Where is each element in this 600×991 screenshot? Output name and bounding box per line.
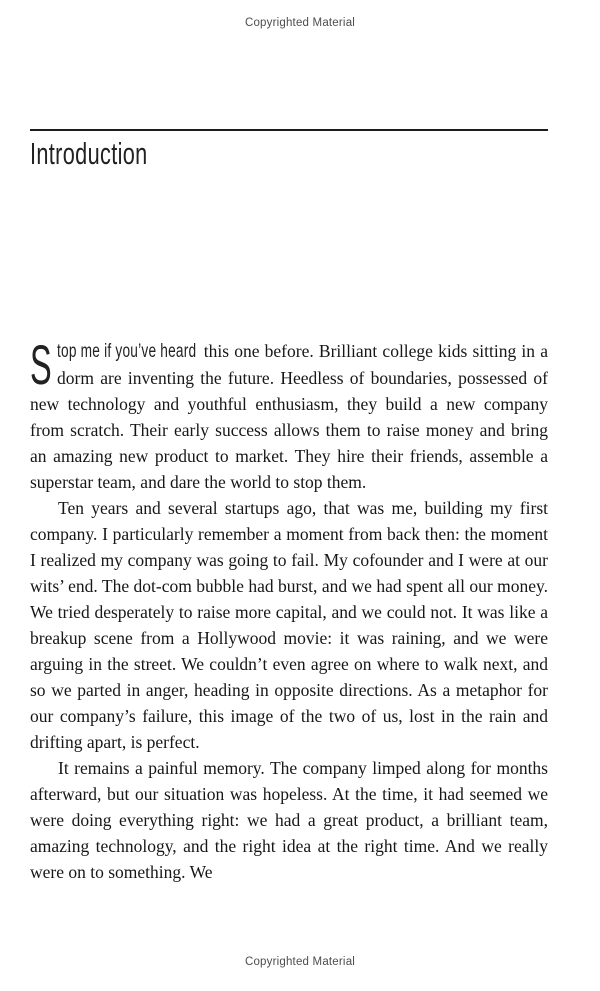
copyright-notice-top: Copyrighted Material <box>244 17 356 29</box>
paragraph-opening <box>30 333 549 495</box>
dropcap-letter: S <box>30 333 52 396</box>
chapter-title: Introduction <box>30 136 148 171</box>
lead-in-phrase: top me if you’ve heard <box>57 341 197 362</box>
paragraph-text: this one before. Brilliant college kids sitting in a dorm are inventing the future. Heedless of boundaries, possessed of new technology and youthful enthusiasm, they build a new company from scratch. Their early success allows them to raise money and bring an amazing new product to market. They hire their friends, assemble a superstar team, and dare the world to stop them. <box>30 341 549 492</box>
page-content <box>30 129 548 885</box>
paragraph: It remains a painful memory. The company limped along for months afterward, but our situation was hopeless. At the time, it had seemed we were doing everything right: we had a great product, a brilliant team, amazing technology, and the right idea at the right time. And we really were on to something. We <box>30 758 548 882</box>
chapter-body <box>30 333 549 885</box>
paragraph: Ten years and several startups ago, that was me, building my first company. I particularly remember a moment from back then: the moment I realized my company was going to fail. My cofounder and I were at our wits’ end. The dot-com bubble had burst, and we had spent all our money. We tried desperately to raise more capital, and we could not. It was like a breakup scene from a Hollywood movie: it was raining, and we were arguing in the street. We couldn’t even agree on where to walk next, and so we parted in anger, heading in opposite directions. As a metaphor for our company’s failure, this image of the two of us, lost in the rain and drifting apart, is perfect. <box>30 498 548 752</box>
copyright-notice-bottom: Copyrighted Material <box>244 956 356 968</box>
chapter-title-rule <box>30 129 548 131</box>
